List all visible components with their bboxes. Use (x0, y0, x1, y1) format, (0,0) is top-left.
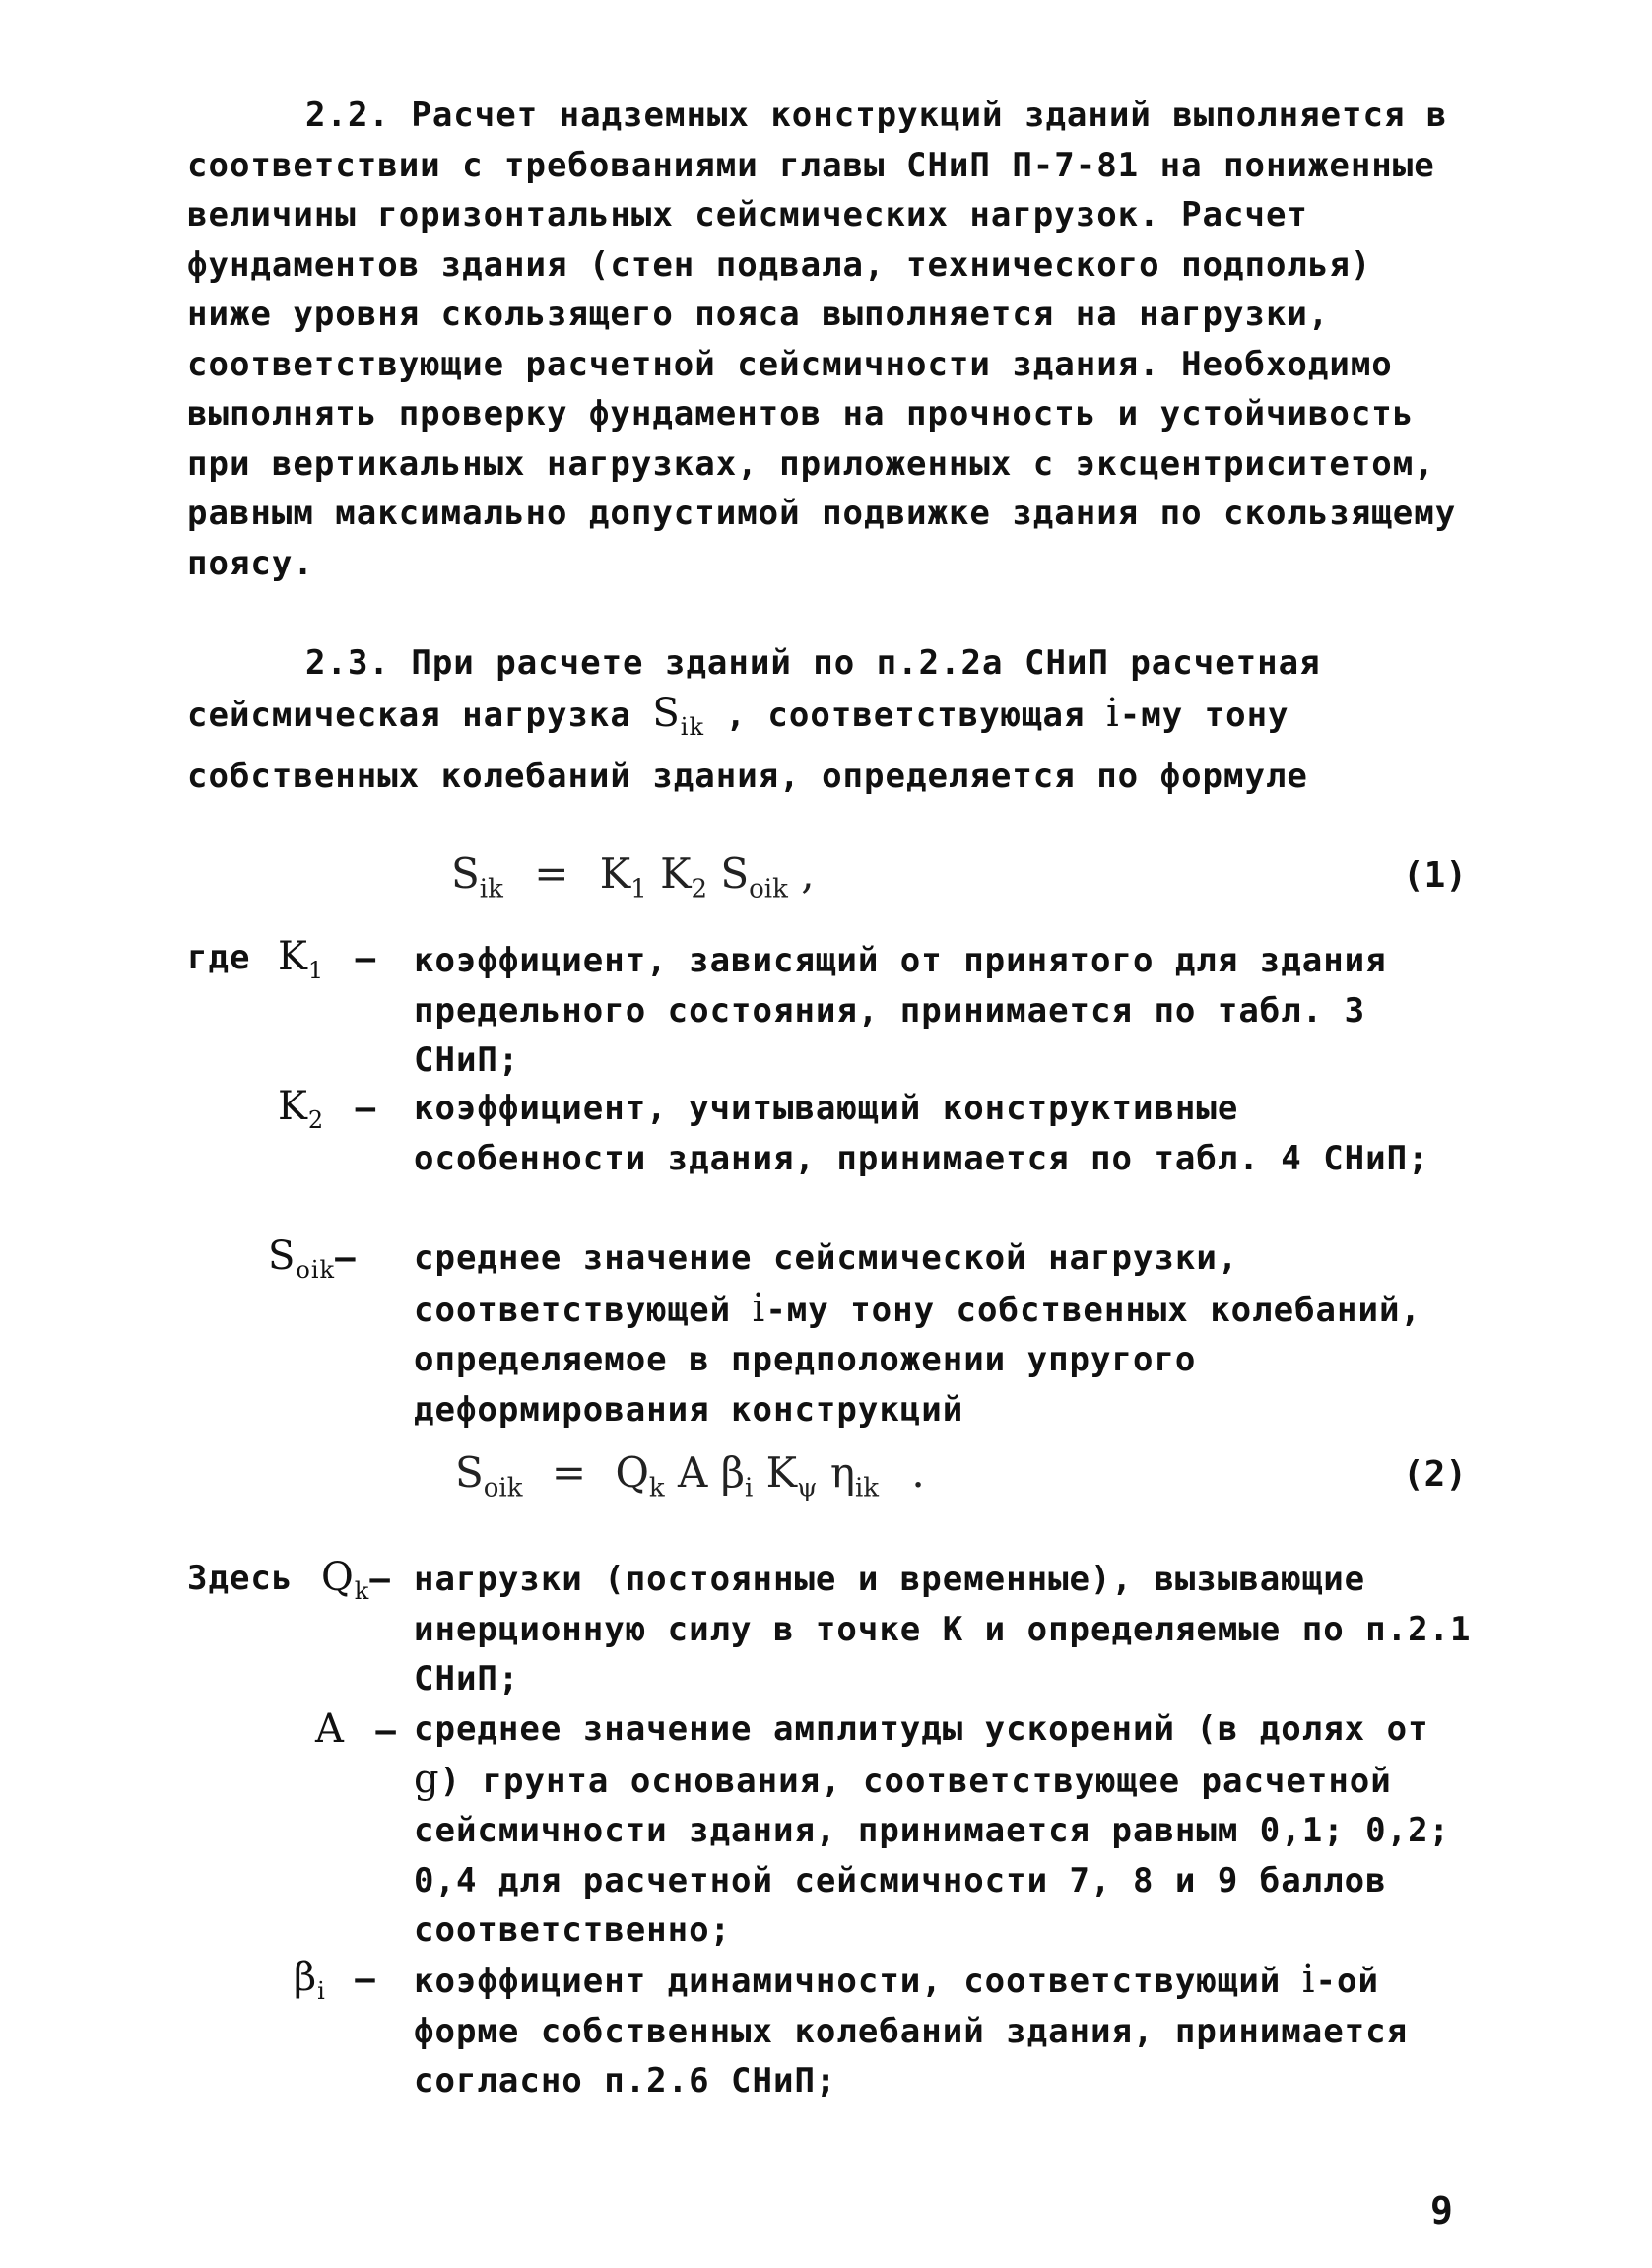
def-a-text: среднее значение амплитуды ускорений (в долях от g) грунта основания, соответствующее расчетной сейсмичности здания, принимается равным 0,1; 0,2; 0,4 для расчетной сейсмичности 7, 8 и 9 баллов соответственно; (414, 1709, 1451, 1950)
section-2-3-text-c: -му тону собственных колебаний здания, определяется по формуле (187, 695, 1308, 796)
where-label: где (187, 938, 251, 977)
symbol-i: i (1105, 690, 1120, 736)
def-k2-symbol: $K_2$ – (278, 1084, 377, 1134)
def-s-oik-text: среднее значение сейсмической нагрузки, соответствующей i-му тону собственных колебаний, определяемое в предположении упругого деформирования конструкций (414, 1238, 1421, 1430)
section-2-2-text: 2.2. Расчет надземных конструкций зданий выполняется в соответствии с требованиями главы СНиП П-7-81 на пониженные величины горизонтальных сейсмических нагрузок. Расчет фундаментов здания (стен подвала, технического подполья) ниже уровня скользящего пояса выполняется на нагрузки, соответствующие расчетной сейсмичности здания. Необходимо выполнять проверку фундаментов на прочность и устойчивость при вертикальных нагрузках, приложенных с эксцентриситетом, равным максимально допустимой подвижке здания по скользящему поясу. (187, 96, 1457, 583)
formula-1: $S_{ik} = K_1$ $K_2$ $S_{oik}$ , (451, 849, 815, 904)
def-beta-i-symbol: $\beta_i$ – (294, 1955, 376, 2005)
page-number: 9 (1430, 2189, 1453, 2233)
def-q-k-symbol: $Q_k-$ (321, 1555, 391, 1605)
section-2-3-text-b: , соответствующая (725, 695, 1086, 735)
def-q-k-text: нагрузки (постоянные и временные), вызывающие инерционную силу в точке К и определяемые по п.2.1 СНиП; (414, 1560, 1472, 1699)
def-beta-i-text: коэффициент динамичности, соответствующий i-ой форме собственных колебаний здания, принимается согласно п.2.6 СНиП; (414, 1957, 1409, 2101)
here-label: Здесь (187, 1559, 294, 1598)
section-2-3 (187, 638, 1468, 802)
symbol-s-ik: $S_{ik}$ (652, 690, 704, 741)
section-2-2 (187, 91, 1468, 588)
formula-2-number: (2) (1403, 1454, 1468, 1495)
def-s-oik-symbol: $S_{oik}-$ (268, 1234, 357, 1284)
def-k1-text: коэффициент, зависящий от принятого для здания предельного состояния, принимается по табл. 3 СНиП; (414, 941, 1387, 1080)
formula-1-number: (1) (1403, 855, 1468, 896)
section-2-3-text-a: 2.3. При расчете зданий по п.2.2а СНиП расчетная сейсмическая нагрузка (187, 643, 1321, 735)
def-k2-text: коэффициент, учитывающий конструктивные особенности здания, принимается по табл. 4 СНиП; (414, 1089, 1429, 1178)
formula-2: $S_{oik} = Q_k$ A $\beta_i$ $K_\psi$ $\eta_{ik}$ . (455, 1448, 925, 1503)
def-a-symbol: A – (315, 1706, 397, 1752)
def-k1-symbol: $K_1$ – (278, 934, 377, 984)
